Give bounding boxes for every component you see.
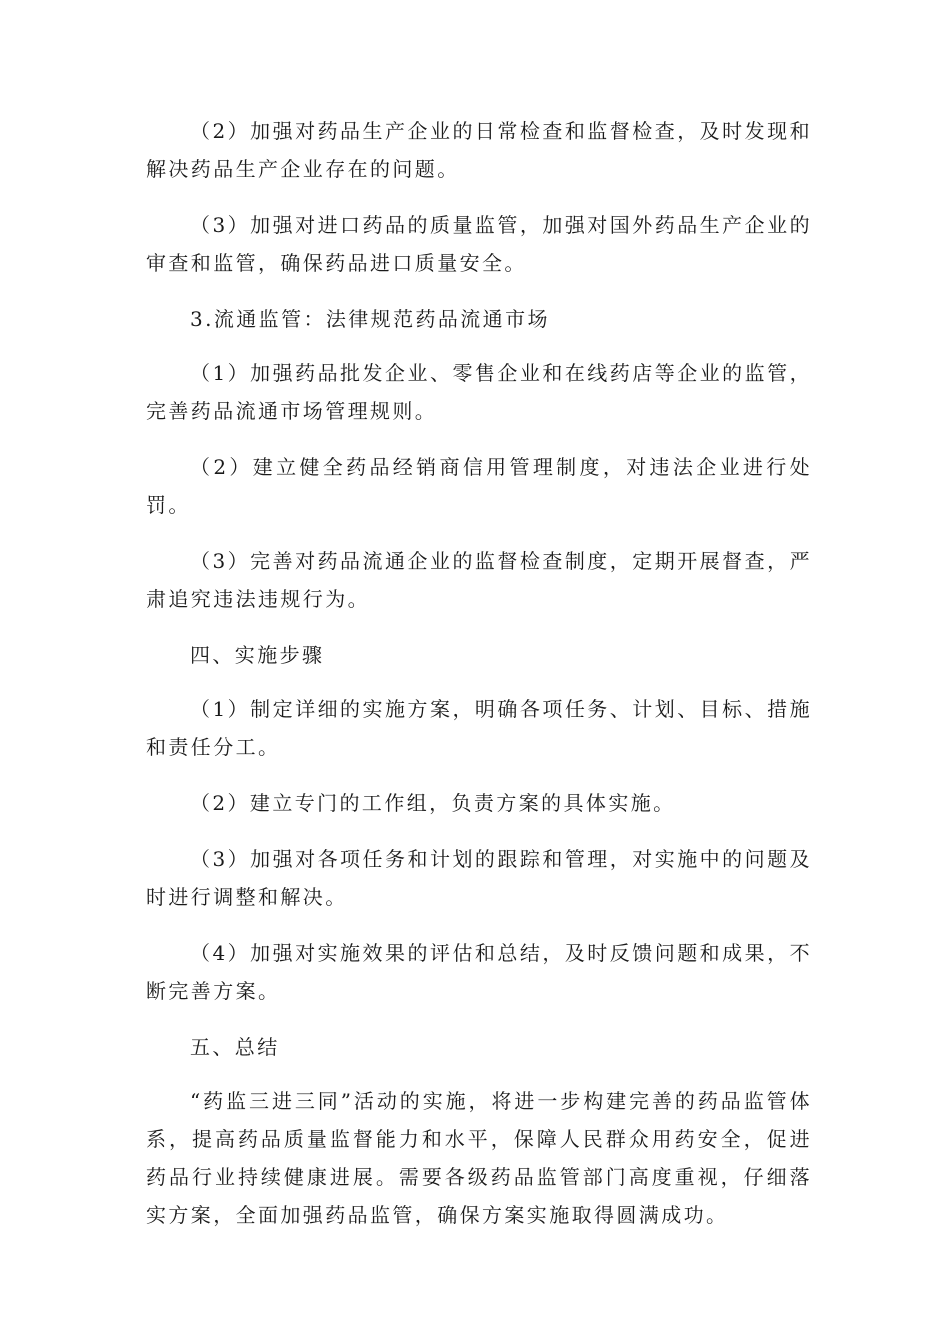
document-body <box>146 112 812 1252</box>
paragraph-credit-management: （2）建立健全药品经销商信用管理制度，对违法企业进行处罚。 <box>146 455 812 517</box>
paragraph-tracking: （3）加强对各项任务和计划的跟踪和管理，对实施中的问题及时进行调整和解决。 <box>146 847 812 909</box>
paragraph-working-group: （2）建立专门的工作组，负责方案的具体实施。 <box>190 791 676 815</box>
paragraph-supervision-system: （3）完善对药品流通企业的监督检查制度，定期开展督查，严肃追究违法违规行为。 <box>146 549 812 611</box>
paragraph-wholesale-retail: （1）加强药品批发企业、零售企业和在线药店等企业的监管，完善药品流通市场管理规则。 <box>146 361 812 423</box>
section-heading-summary: 五、总结 <box>190 1035 280 1059</box>
paragraph-plan: （1）制定详细的实施方案，明确各项任务、计划、目标、措施和责任分工。 <box>146 697 812 759</box>
section-heading-implementation: 四、实施步骤 <box>190 643 325 667</box>
section-heading-circulation: 3.流通监管：法律规范药品流通市场 <box>190 307 550 331</box>
paragraph-summary: “药监三进三同”活动的实施，将进一步构建完善的药品监管体系，提高药品质量监督能力和水平，保障人民群众用药安全，促进药品行业持续健康进展。需要各级药品监管部门高度重视，仔细落实方案，全面加强药品监管，确保方案实施取得圆满成功。 <box>146 1089 812 1227</box>
paragraph-production-inspection: （2）加强对药品生产企业的日常检查和监督检查，及时发现和解决药品生产企业存在的问题。 <box>146 119 812 181</box>
paragraph-import-quality: （3）加强对进口药品的质量监管，加强对国外药品生产企业的审查和监管，确保药品进口质量安全。 <box>146 213 812 275</box>
paragraph-evaluation: （4）加强对实施效果的评估和总结，及时反馈问题和成果，不断完善方案。 <box>146 941 812 1003</box>
